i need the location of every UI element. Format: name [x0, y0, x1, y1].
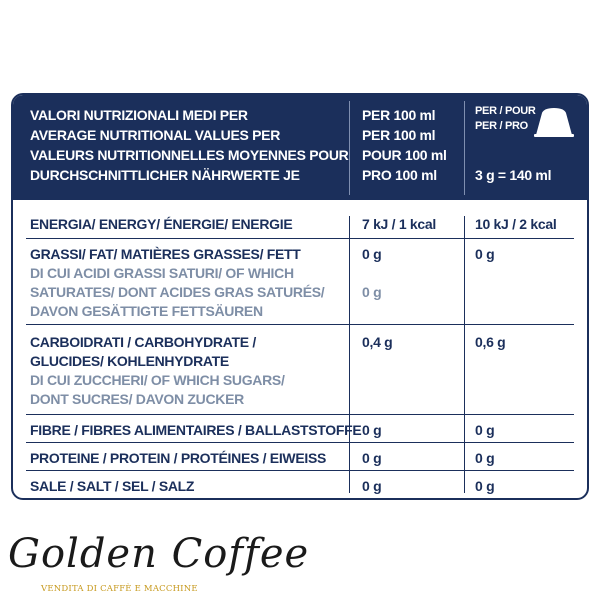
row-protein-perserving: 0 g: [475, 450, 495, 466]
row-divider: [26, 470, 574, 471]
row-carbs-sub-line: DONT SUCRES/ DAVON ZUCKER: [30, 391, 244, 407]
header-perserving-line: PER / PRO: [475, 120, 528, 132]
header-per100-line: PER 100 ml: [362, 127, 436, 143]
header-perserving-line: PER / POUR: [475, 105, 536, 117]
row-salt-label: SALE / SALT / SEL / SALZ: [30, 478, 195, 494]
table-header: [13, 95, 587, 200]
row-protein-per100: 0 g: [362, 450, 382, 466]
row-energy-per100: 7 kJ / 1 kcal: [362, 216, 436, 232]
row-fat-sub-per100: 0 g: [362, 284, 382, 300]
header-per100: [362, 105, 447, 185]
row-carbs-label-line: CARBOIDRATI / CARBOHYDRATE /: [30, 334, 256, 350]
logo-subtitle: VENDITA DI CAFFÈ E MACCHINE: [41, 584, 198, 594]
header-perserving: [475, 104, 536, 134]
row-salt-per100: 0 g: [362, 478, 382, 494]
row-divider: [26, 238, 574, 239]
row-fat-label: [30, 245, 324, 321]
capsule-icon: [533, 107, 575, 137]
row-divider: [26, 324, 574, 325]
golden-coffee-logo: [4, 531, 310, 600]
row-fibre-perserving: 0 g: [475, 422, 495, 438]
header-divider: [349, 101, 350, 195]
row-protein-label: PROTEINE / PROTEIN / PROTÉINES / EIWEISS: [30, 450, 327, 466]
row-carbs-label: [30, 333, 285, 409]
nutrition-table: [11, 93, 589, 500]
row-fibre-label: FIBRE / FIBRES ALIMENTAIRES / BALLASTSTOFFE: [30, 422, 362, 438]
row-fat-label-line: GRASSI/ FAT/ MATIÈRES GRASSES/ FETT: [30, 246, 301, 262]
header-per100-line: PRO 100 ml: [362, 167, 437, 183]
row-fat-perserving: 0 g: [475, 246, 495, 262]
header-per100-line: PER 100 ml: [362, 107, 436, 123]
logo-title: Golden Coffee: [8, 531, 310, 577]
header-serving-size: 3 g = 140 ml: [475, 167, 552, 183]
header-per100-line: POUR 100 ml: [362, 147, 447, 163]
row-carbs-perserving: 0,6 g: [475, 334, 506, 350]
row-carbs-per100: 0,4 g: [362, 334, 393, 350]
row-divider: [26, 414, 574, 415]
header-title-line: VALEURS NUTRITIONNELLES MOYENNES POUR: [30, 147, 349, 163]
row-carbs-sub-line: DI CUI ZUCCHERI/ OF WHICH SUGARS/: [30, 372, 285, 388]
row-fibre-per100: 0 g: [362, 422, 382, 438]
header-divider: [464, 101, 465, 195]
row-energy-perserving: 10 kJ / 2 kcal: [475, 216, 557, 232]
header-title-line: AVERAGE NUTRITIONAL VALUES PER: [30, 127, 281, 143]
header-title-line: VALORI NUTRIZIONALI MEDI PER: [30, 107, 248, 123]
header-title-line: DURCHSCHNITTLICHER NÄHRWERTE JE: [30, 167, 300, 183]
header-title: [30, 105, 348, 185]
row-fat-per100: 0 g: [362, 246, 382, 262]
row-fat-sub-line: DAVON GESÄTTIGTE FETTSÄUREN: [30, 303, 263, 319]
row-carbs-label-line: GLUCIDES/ KOHLENHYDRATE: [30, 353, 229, 369]
row-energy-label: ENERGIA/ ENERGY/ ÉNERGIE/ ENERGIE: [30, 216, 293, 232]
row-fat-sub-line: DI CUI ACIDI GRASSI SATURI/ OF WHICH: [30, 265, 294, 281]
row-fat-sub-line: SATURATES/ DONT ACIDES GRAS SATURÉS/: [30, 284, 325, 300]
row-salt-perserving: 0 g: [475, 478, 495, 494]
column-divider: [464, 216, 465, 493]
row-divider: [26, 442, 574, 443]
column-divider: [349, 216, 350, 493]
